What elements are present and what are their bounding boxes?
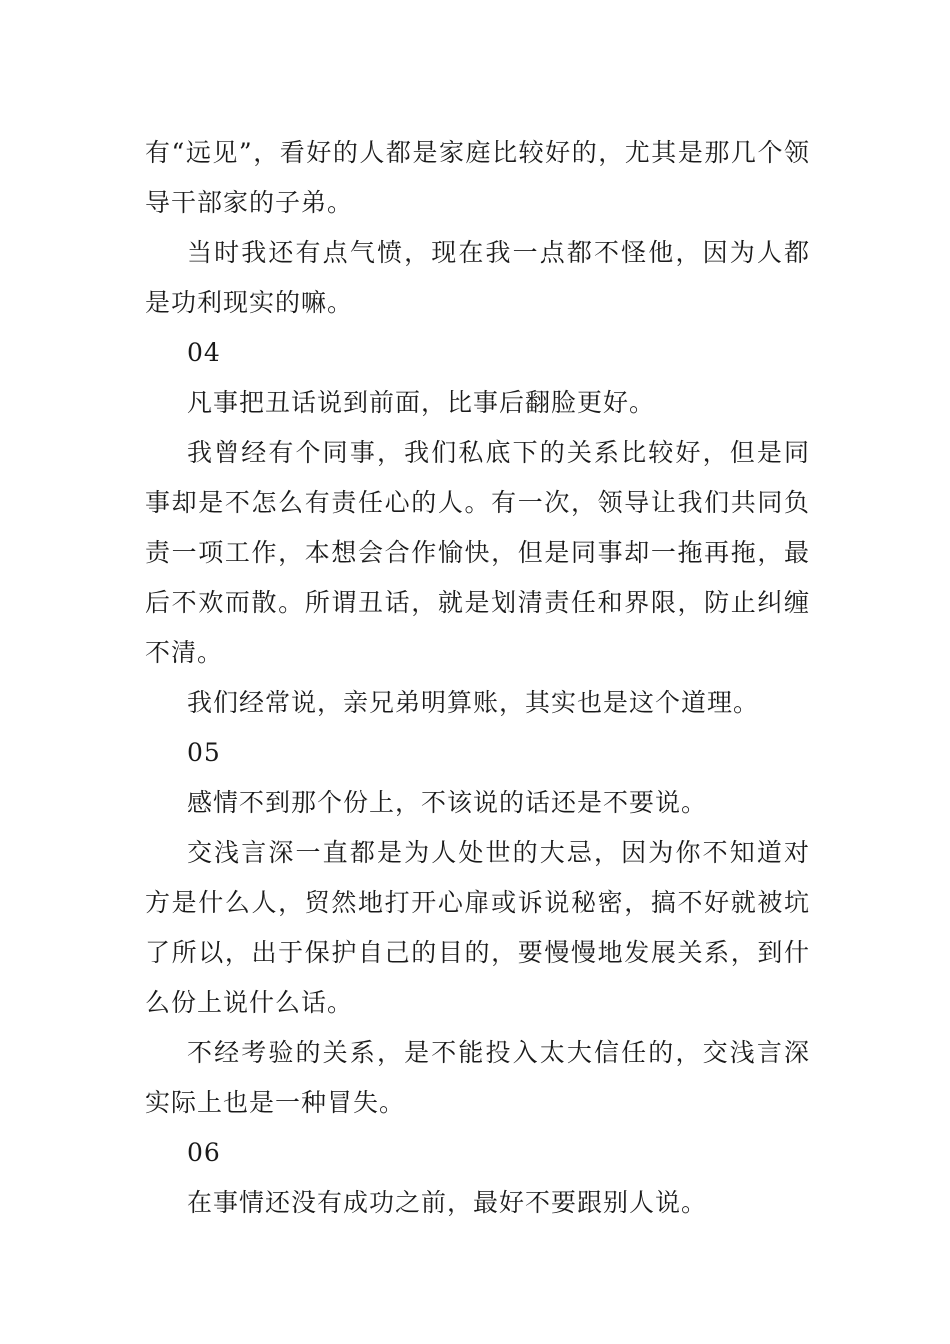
paragraph: 交浅言深一直都是为人处世的大忌，因为你不知道对方是什么人，贸然地打开心扉或诉说秘密，搞不好就被坑了所以，出于保护自己的目的，要慢慢地发展关系，到什么份上说什么话。 [145, 838, 810, 1017]
paragraph: 感情不到那个份上，不该说的话还是不要说。 [187, 788, 708, 817]
section-number-04: 04 [187, 338, 221, 367]
paragraph: 不经考验的关系，是不能投入太大信任的，交浅言深实际上也是一种冒失。 [145, 1038, 810, 1117]
section-number-06: 06 [187, 1138, 221, 1167]
paragraph: 凡事把丑话说到前面，比事后翻脸更好。 [187, 388, 656, 417]
paragraph: 我曾经有个同事，我们私底下的关系比较好，但是同事却是不怎么有责任心的人。有一次，领导让我们共同负责一项工作，本想会合作愉快，但是同事却一拖再拖，最后不欢而散。所谓丑话，就是划清责任和界限，防止纠缠不清。 [145, 438, 810, 667]
paragraph: 在事情还没有成功之前，最好不要跟别人说。 [187, 1188, 708, 1217]
section-number-05: 05 [187, 738, 221, 767]
paragraph-continuation: 有“远见”，看好的人都是家庭比较好的，尤其是那几个领导干部家的子弟。 [145, 138, 810, 217]
document-body [145, 128, 810, 1228]
paragraph: 我们经常说，亲兄弟明算账，其实也是这个道理。 [187, 688, 760, 717]
paragraph: 当时我还有点气愤，现在我一点都不怪他，因为人都是功利现实的嘛。 [145, 238, 810, 317]
